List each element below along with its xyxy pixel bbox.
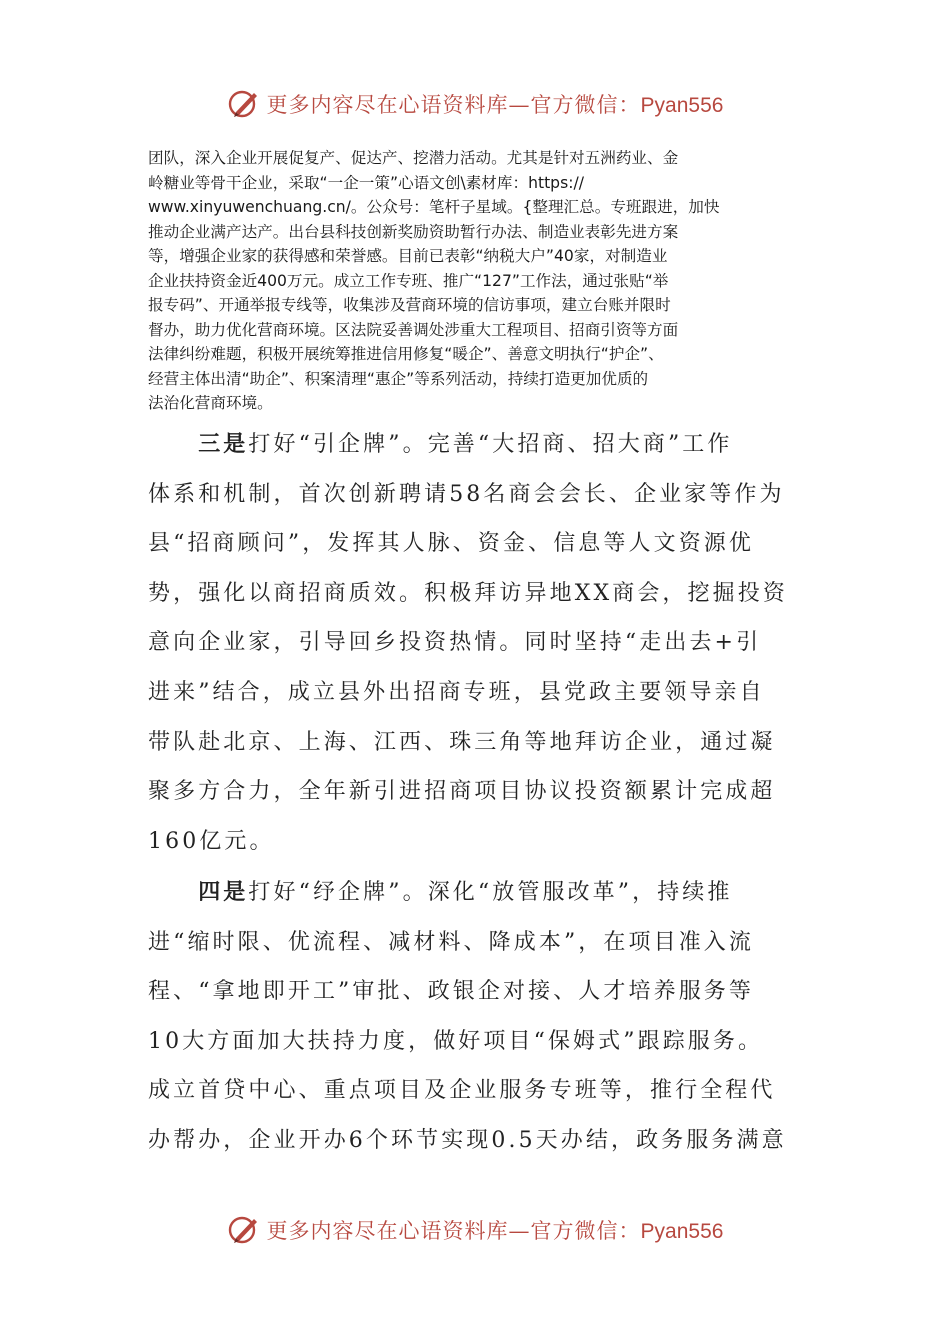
small-paragraph — [148, 146, 808, 416]
text-line: 报专码”、开通举报专线等，收集涉及营商环境的信访事项，建立台账并限时 — [148, 296, 671, 314]
paragraph-first-line — [148, 868, 808, 918]
text-line: 督办，助力优化营商环境。区法院妥善调处涉重大工程项目、招商引资等方面 — [148, 320, 679, 339]
banner-wechat-id: Pyan556 — [640, 94, 724, 117]
text-line: 团队，深入企业开展促复产、促达产、挖潜力活动。尤其是针对五洲药业、金 — [148, 149, 679, 167]
banner-text — [267, 89, 724, 119]
text-line: 企业扶持资金近400万元。成立工作专班、推广“127”工作法，通过张贴“举 — [148, 271, 669, 290]
text-line: 成立首贷中心、重点项目及企业服务专班等，推行全程代 — [148, 1078, 776, 1104]
paragraph-first-line — [148, 420, 808, 470]
text-line: 岭糖业等骨干企业，采取“一企一策”心语文创\素材库：https:// — [148, 173, 584, 192]
text-line: 经营主体出清“助企”、积案清理“惠企”等系列活动，持续打造更加优质的 — [148, 369, 649, 388]
text-line: 160亿元。 — [148, 828, 275, 854]
text-line: 推动企业满产达产。出台县科技创新奖励资助暂行办法、制造业表彰先进方案 — [148, 222, 679, 241]
paragraph-4 — [148, 868, 808, 1166]
text-line: 势，强化以商招商质效。积极拜访异地XX商会，挖掘投资 — [148, 580, 788, 606]
text-line: www.xinyuwenchuang.cn/。公众号：笔杆子星域。{整理汇总。专班跟进，加快 — [148, 198, 720, 216]
paragraph-lead: 四是 — [198, 879, 249, 905]
text-line: 法治化营商环境。 — [148, 394, 273, 412]
text-line: 办帮办，企业开办6个环节实现0.5天办结，政务服务满意 — [148, 1127, 787, 1153]
pen-logo-icon — [227, 1213, 261, 1247]
banner-wechat-id: Pyan556 — [640, 1220, 724, 1243]
paragraph-3 — [148, 420, 808, 866]
text-line: 聚多方合力，全年新引进招商项目协议投资额累计完成超 — [148, 779, 776, 805]
text-line: 县“招商顾问”，发挥其人脉、资金、信息等人文资源优 — [148, 531, 754, 557]
text-line: 体系和机制，首次创新聘请58名商会会长、企业家等作为 — [148, 481, 785, 507]
header-banner — [0, 84, 950, 124]
text-line: 程、“拿地即开工”审批、政银企对接、人才培养服务等 — [148, 979, 754, 1005]
first-line-text: 打好“引企牌”。完善“大招商、招大商”工作 — [248, 432, 733, 457]
text-line: 法律纠纷难题，积极开展统筹推进信用修复“暖企”、善意文明执行“护企”、 — [148, 345, 664, 363]
paragraph-lead: 三是 — [198, 431, 249, 457]
text-line: 意向企业家，引导回乡投资热情。同时坚持“走出去+引 — [148, 630, 762, 656]
text-line: 10大方面加大扶持力度，做好项目“保姆式”跟踪服务。 — [148, 1028, 764, 1054]
text-line: 带队赴北京、上海、江西、珠三角等地拜访企业，通过凝 — [148, 729, 776, 755]
text-line: 进“缩时限、优流程、减材料、降成本”，在项目准入流 — [148, 929, 754, 955]
footer-banner — [0, 1210, 950, 1250]
text-line: 进来”结合，成立县外出招商专班，县党政主要领导亲自 — [148, 679, 765, 705]
pen-logo-icon — [227, 87, 261, 121]
banner-slogan: 更多内容尽在心语资料库—官方微信： — [266, 1219, 641, 1243]
text-line: 等，增强企业家的获得感和荣誉感。目前已表彰“纳税大户”40家，对制造业 — [148, 247, 668, 265]
first-line-text: 打好“纾企牌”。深化“放管服改革”，持续推 — [248, 880, 733, 905]
banner-text — [267, 1215, 724, 1245]
banner-slogan: 更多内容尽在心语资料库—官方微信： — [266, 93, 641, 117]
